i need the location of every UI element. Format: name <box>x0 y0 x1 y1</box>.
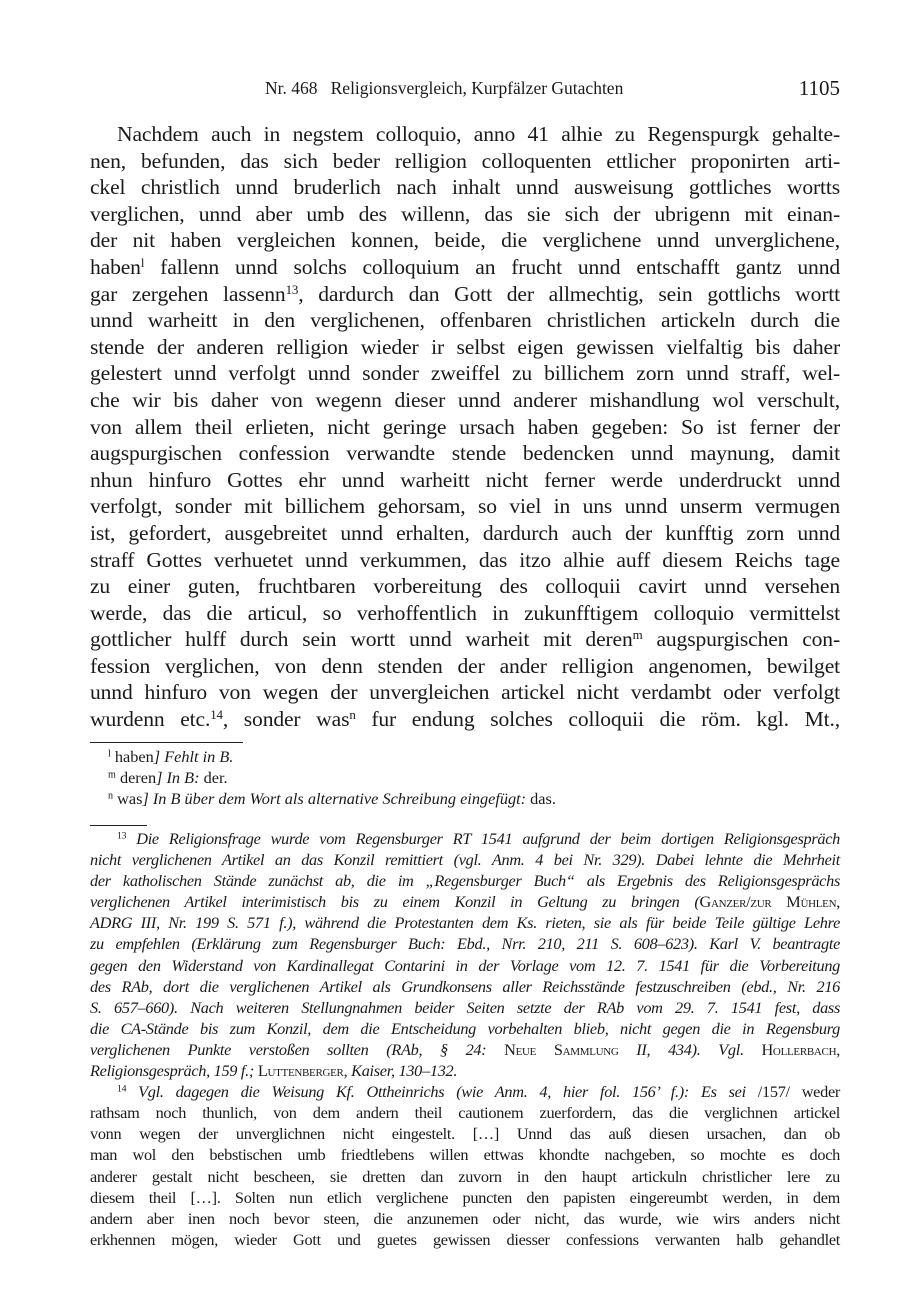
text-fragment: Die Religionsfrage wurde vom Regensburger RT 1541 aufgrund der beim dortigen Religionsgespräch <box>136 829 840 848</box>
critical-apparatus <box>90 747 840 809</box>
footnote-13-line <box>90 828 840 849</box>
lemma-bracket: ] <box>156 767 167 787</box>
footnote-13-line: die CA-Stände bis zum Konzil, dem die Entscheidung vorbehalten blieb, nicht gegen die in Regensburg <box>90 1018 840 1038</box>
critical-note-marker[interactable]: n <box>349 706 356 722</box>
author-name: Ganzer/zur Mühlen, <box>699 892 840 912</box>
text-fragment: fur endung solches colloquii die röm. kgl. Mt., <box>355 707 840 732</box>
text-fragment: , sonder was <box>222 707 350 732</box>
running-head-title: Nr. 468 Religionsvergleich, Kurpfälzer Gutachten <box>265 78 624 98</box>
critical-note <box>90 747 840 768</box>
text-line <box>90 254 840 281</box>
note-text: Fehlt in B. <box>164 747 234 766</box>
footnote-13-line: ADRG III, Nr. 199 S. 571 f.), während die Protestanten dem Ks. rieten, sie als für beide Teile gültige Lehre <box>90 913 840 933</box>
footnote-13-line: gegen den Widerstand von Kardinallegat Contarini in der Vorlage vom 12. 7. 1541 für die Vorbereitung <box>90 955 840 975</box>
footnote-14-line: man wol den bebstischen umb friedtlebens willen ettwas khondte nachgeben, so mochte es doch <box>90 1145 840 1165</box>
text-fragment: fallenn unnd solchs colloquium an frucht unnd entschafft gantz unnd <box>144 254 840 279</box>
text-line: augspurgischen confession verwandte stende bedencken unnd maynung, damit <box>90 441 840 466</box>
text-fragment: II, 434). Vgl. <box>618 1039 762 1059</box>
text-fragment: /157/ weder <box>745 1082 840 1102</box>
lemma-bracket: ] <box>142 788 153 808</box>
lemma-bracket: ] <box>153 747 165 766</box>
footnote-13-line: S. 657–660). Nach weiteren Stellungnahmen beider Seiten setzte der RAb vom 29. 7. 1541 fest, dass <box>90 997 840 1017</box>
page-number: 1105 <box>798 76 840 100</box>
text-fragment: verglichenen Punkte verstoßen sollten (RAb, § 24: <box>90 1039 505 1059</box>
text-fragment: Religionsgespräch, 159 f.; <box>90 1061 258 1081</box>
text-line: unnd hinfuro von wegen der unvergleichen artickel nicht verdambt oder verfolgt <box>90 680 840 705</box>
critical-note <box>90 768 840 789</box>
text-fragment: , dardurch dan Gott der allmechtig, sein gottlichs wortt <box>298 281 840 306</box>
text-line <box>90 706 840 733</box>
running-head <box>90 78 840 104</box>
footnote-marker[interactable]: 14 <box>210 706 223 722</box>
text-line: Nachdem auch in negstem colloquio, anno 41 alhie zu Regenspurgk gehalte- <box>117 122 840 146</box>
text-line: werde, das die articul, so verhoffentlich in zukunfftigem colloquio vermittelst <box>90 600 840 625</box>
text-fragment: gar zergehen lassenn <box>90 281 286 306</box>
text-line: nen, befunden, das sich beder relligion colloquenten ettlicher proponirten arti- <box>90 148 840 173</box>
footnote-14-line: andern aber inen noch bevor steen, die anzunemen oder nicht, das wurde, wie wirs anders nicht <box>90 1208 840 1228</box>
text-fragment: gottlicher hulff durch sein wortt unnd warheit mit deren <box>90 627 633 652</box>
note-tail: der. <box>199 767 228 787</box>
text-line: verglichen, unnd aber umb des willenn, das sie sich der ubrigenn mit einan- <box>90 201 840 226</box>
text-line: fession verglichen, von denn stenden der ander relligion angenomen, bewilget <box>90 653 840 678</box>
text-line: ist, gefordert, ausgebreitet unnd erhalten, dardurch auch der kunfftig zorn unnd <box>90 520 840 545</box>
footnote-number: 13 <box>117 830 127 842</box>
author-name: Luttenberger, <box>257 1061 348 1081</box>
author-name: Neue Sammlung <box>504 1039 619 1059</box>
footnote-14-line: diesem theil […]. Solten nun etlich verglichene puncten den papisten eingereumbt werden, in dem <box>90 1187 840 1207</box>
critical-note-marker[interactable]: m <box>632 627 643 643</box>
footnote-number: 14 <box>117 1083 127 1095</box>
text-line: nhun hinfuro Gottes ehr unnd warheitt nicht ferner werde underdruckt unnd <box>90 467 840 492</box>
footnote-14-line <box>90 1081 840 1102</box>
critical-apparatus-rule <box>90 742 243 743</box>
text-line: stende der anderen relligion wieder ir selbst eigen gewissen vielfaltig bis daher <box>90 334 840 359</box>
text-fragment: verglichenen Artikel interimistisch bis zu einem Konzil in Geltung zu bringen ( <box>90 892 700 912</box>
note-tail: das. <box>526 788 556 808</box>
footnote-13-line: zu empfehlen (Erklärung zum Regensburger Buch: Ebd., Nrr. 210, 211 S. 608–623). Karl V. beantragte <box>90 934 840 954</box>
footnote-14-line: anderer gestalt nicht bescheen, sie dretten dan zuvorn in den haupt artickuln christlicher lere zu <box>90 1166 840 1186</box>
text-line: von allem theil erlieten, nicht geringe ursach haben gegeben: So ist ferner der <box>90 414 840 439</box>
footnote-13-line <box>90 891 840 912</box>
lemma: haben <box>114 747 154 766</box>
note-text: In B über dem Wort als alternative Schreibung eingefügt: <box>152 788 527 808</box>
footnote-14-line: vonn wegen der unverglichnen nicht eingestelt. […] Unnd das auß diesen ursachen, dan ob <box>90 1124 840 1144</box>
critical-note <box>90 789 840 810</box>
note-marker: m <box>108 769 116 781</box>
text-fragment: haben <box>90 254 141 279</box>
note-marker: n <box>108 790 114 802</box>
footnote-13-line: des RAb, dort die verglichenen Artikel als Grundkonsens aller Reichsstände festzuschreiben (ebd., Nr. 216 <box>90 976 840 996</box>
text-line <box>90 281 840 308</box>
text-line: unnd warheitt in den verglichenen, offenbaren christlichen artickeln durch die <box>90 308 840 333</box>
text-fragment: Kaiser, 130–132. <box>347 1061 458 1081</box>
footnote-14-line: rathsam noch thunlich, von dem andern theil cautionem zuerfordern, das die verglichnen artickel <box>90 1103 840 1123</box>
text-line: ckel christlich unnd bruderlich nach inhalt unnd ausweisung gottliches wortts <box>90 175 840 200</box>
footnote-13-line <box>90 1039 840 1060</box>
text-line: der nit haben vergleichen konnen, beide, die verglichene unnd unverglichene, <box>90 228 840 253</box>
note-marker: l <box>108 748 111 760</box>
text-fragment: wurdenn etc. <box>90 707 211 732</box>
text-line: straff Gottes verhuetet unnd verkummen, das itzo alhie auff diesem Reichs tage <box>90 547 840 572</box>
footnote-14-line: erkhennen mögen, wieder Gott und guetes gewissen diesser confessions verwanten halb gehandlet <box>90 1229 840 1249</box>
footnote-rule <box>90 825 147 826</box>
lemma: was <box>117 788 143 808</box>
text-fragment: Vgl. dagegen die Weisung Kf. Ottheinrichs (wie Anm. 4, hier fol. 156’ f.): Es sei <box>138 1082 746 1102</box>
footnotes <box>90 828 840 1250</box>
text-line: che wir bis daher von wegenn dieser unnd anderer mishandlung wol verschult, <box>90 387 840 412</box>
text-line <box>90 626 840 653</box>
footnote-13-line <box>90 1060 840 1081</box>
text-line: gelestert unnd verfolgt unnd sonder zweiffel zu billichem zorn unnd straff, wel- <box>90 361 840 386</box>
lemma: deren <box>119 767 157 787</box>
footnote-13-line: der katholischen Stände zunächst ab, die im „Regensburger Buch“ als Ergebnis des Religionsgesprächs <box>90 871 840 891</box>
main-text <box>90 121 840 733</box>
author-name: Hollerbach, <box>761 1039 840 1059</box>
critical-note-marker[interactable]: l <box>140 254 145 270</box>
note-text: In B: <box>166 767 200 787</box>
footnote-13-line: nicht verglichenen Artikel an das Konzil remittiert (vgl. Anm. 4 bei Nr. 329). Dabei lehnte die Mehrheit <box>90 850 840 870</box>
text-line: zu einer guten, fruchtbaren vorbereitung des colloquii cavirt unnd versehen <box>90 574 840 599</box>
text-line: verfolgt, sonder mit billichem gehorsam, so viel in uns unnd unserm vermugen <box>90 494 840 519</box>
footnote-marker[interactable]: 13 <box>285 281 299 297</box>
text-fragment: augspurgischen con- <box>642 627 840 652</box>
